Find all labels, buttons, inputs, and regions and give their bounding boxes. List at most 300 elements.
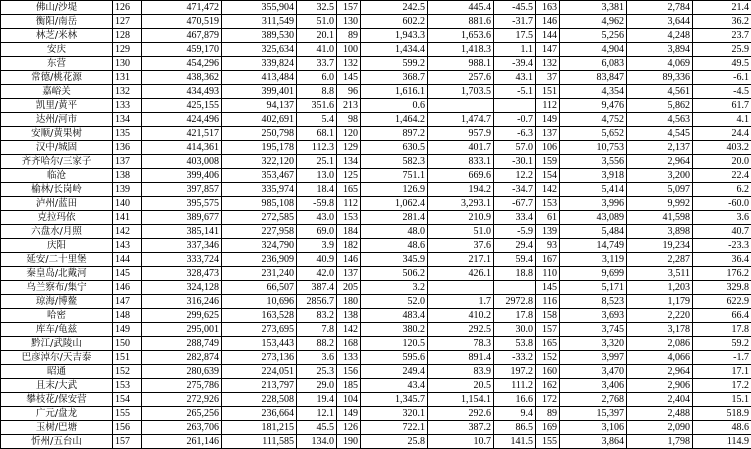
cell-value-3-previous: 2,137: [627, 141, 693, 155]
cell-growth-2-pct: 30.0: [494, 323, 536, 337]
table-row: [1, 351, 751, 365]
cell-value-3-previous: 5,862: [627, 99, 693, 113]
cell-growth-2-pct: -5.9: [494, 225, 536, 239]
cell-value-2-current: 120.5: [361, 337, 428, 351]
cell-value-3-current: 3,320: [560, 337, 627, 351]
cell-value-3-current: 3,106: [560, 421, 627, 435]
cell-growth-3-pct: 6.2: [693, 183, 751, 197]
table-row: [1, 393, 751, 407]
cell-value-3-current: 3,997: [560, 351, 627, 365]
cell-value-2-previous: 410.2: [428, 309, 494, 323]
cell-value-previous: 311,549: [222, 15, 297, 29]
cell-value-current: 454,296: [142, 57, 222, 71]
cell-value-3-previous: 89,336: [627, 71, 693, 85]
cell-value-current: 467,879: [142, 29, 222, 43]
cell-value-current: 385,141: [142, 225, 222, 239]
cell-growth-pct: 51.0: [297, 15, 337, 29]
cell-value-2-current: 126.9: [361, 183, 428, 197]
cell-value-current: 295,001: [142, 323, 222, 337]
cell-rank: 132: [113, 85, 142, 99]
cell-rank-2: 213: [337, 99, 361, 113]
cell-growth-2-pct: 12.2: [494, 169, 536, 183]
cell-value-2-previous: 426.1: [428, 267, 494, 281]
cell-value-3-current: 43,089: [560, 211, 627, 225]
cell-growth-2-pct: -5.1: [494, 85, 536, 99]
cell-value-3-previous: 3,511: [627, 267, 693, 281]
cell-value-3-previous: 3,644: [627, 15, 693, 29]
cell-growth-3-pct: 17.8: [693, 323, 751, 337]
cell-growth-pct: 40.9: [297, 253, 337, 267]
cell-value-current: 434,493: [142, 85, 222, 99]
cell-value-2-previous: 37.6: [428, 239, 494, 253]
table-row: [1, 183, 751, 197]
cell-value-3-previous: 5,097: [627, 183, 693, 197]
cell-rank-2: 156: [337, 365, 361, 379]
cell-value-previous: 324,790: [222, 239, 297, 253]
cell-rank-3: 106: [536, 141, 560, 155]
cell-value-3-previous: 2,964: [627, 155, 693, 169]
cell-value-current: 471,472: [142, 1, 222, 15]
cell-value-2-previous: 669.6: [428, 169, 494, 183]
cell-growth-3-pct: 25.9: [693, 43, 751, 57]
cell-growth-pct: 32.5: [297, 1, 337, 15]
table-row: [1, 127, 751, 141]
cell-rank: 134: [113, 113, 142, 127]
cell-value-previous: 153,443: [222, 337, 297, 351]
cell-rank-3: 37: [536, 71, 560, 85]
cell-growth-2-pct: -33.2: [494, 351, 536, 365]
table-row: [1, 141, 751, 155]
cell-value-current: 328,473: [142, 267, 222, 281]
cell-growth-2-pct: 18.8: [494, 267, 536, 281]
cell-city: 安庆: [1, 43, 113, 57]
cell-value-3-current: 3,556: [560, 155, 627, 169]
table-row: [1, 267, 751, 281]
cell-city: 衡阳/南岳: [1, 15, 113, 29]
cell-city: 佛山/沙堤: [1, 1, 113, 15]
cell-value-previous: 181,215: [222, 421, 297, 435]
cell-growth-pct: 5.4: [297, 113, 337, 127]
cell-value-current: 470,519: [142, 15, 222, 29]
cell-value-3-current: 15,397: [560, 407, 627, 421]
cell-value-2-current: 1,345.7: [361, 393, 428, 407]
cell-value-previous: 985,108: [222, 197, 297, 211]
cell-value-current: 272,926: [142, 393, 222, 407]
cell-rank-2: 180: [337, 295, 361, 309]
cell-growth-3-pct: -6.1: [693, 71, 751, 85]
cell-rank: 143: [113, 239, 142, 253]
table-row: [1, 337, 751, 351]
cell-value-3-current: 14,749: [560, 239, 627, 253]
cell-value-current: 397,857: [142, 183, 222, 197]
cell-growth-pct: 29.0: [297, 379, 337, 393]
cell-rank-2: 205: [337, 281, 361, 295]
cell-value-previous: 231,240: [222, 267, 297, 281]
cell-value-current: 263,706: [142, 421, 222, 435]
cell-rank-3: 132: [536, 57, 560, 71]
cell-value-2-current: 3.2: [361, 281, 428, 295]
cell-growth-2-pct: 33.4: [494, 211, 536, 225]
cell-value-previous: 355,904: [222, 1, 297, 15]
cell-value-previous: 195,178: [222, 141, 297, 155]
cell-rank-3: 146: [536, 15, 560, 29]
cell-value-3-previous: 9,992: [627, 197, 693, 211]
cell-value-3-previous: 2,287: [627, 253, 693, 267]
cell-rank-3: 137: [536, 127, 560, 141]
cell-value-2-previous: 891.4: [428, 351, 494, 365]
cell-city: 玉树/巴塘: [1, 421, 113, 435]
cell-value-3-previous: 1,203: [627, 281, 693, 295]
cell-value-previous: 402,691: [222, 113, 297, 127]
cell-rank-2: 142: [337, 323, 361, 337]
cell-value-2-current: 1,616.1: [361, 85, 428, 99]
cell-value-2-previous: 3,293.1: [428, 197, 494, 211]
cell-rank-2: 190: [337, 435, 361, 449]
cell-value-current: 275,786: [142, 379, 222, 393]
cell-value-2-previous: [428, 99, 494, 113]
cell-value-previous: 66,507: [222, 281, 297, 295]
cell-rank-2: 157: [337, 1, 361, 15]
cell-rank-3: 163: [536, 1, 560, 15]
table-row: [1, 29, 751, 43]
cell-rank-2: 126: [337, 421, 361, 435]
cell-growth-pct: 41.0: [297, 43, 337, 57]
table-row: [1, 365, 751, 379]
cell-growth-pct: 387.4: [297, 281, 337, 295]
cell-value-previous: 272,585: [222, 211, 297, 225]
cell-rank-3: 162: [536, 379, 560, 393]
cell-growth-3-pct: 48.6: [693, 421, 751, 435]
cell-value-3-current: 3,745: [560, 323, 627, 337]
cell-value-2-current: 48.0: [361, 225, 428, 239]
cell-value-2-previous: 1,154.1: [428, 393, 494, 407]
cell-value-previous: 228,508: [222, 393, 297, 407]
cell-value-2-previous: 217.1: [428, 253, 494, 267]
table-row: [1, 99, 751, 113]
cell-rank-2: 104: [337, 393, 361, 407]
cell-value-2-previous: 1,703.5: [428, 85, 494, 99]
cell-growth-2-pct: [494, 99, 536, 113]
cell-growth-2-pct: [494, 281, 536, 295]
cell-growth-2-pct: -6.3: [494, 127, 536, 141]
cell-city: 泸州/蓝田: [1, 197, 113, 211]
cell-growth-pct: 25.1: [297, 155, 337, 169]
cell-value-3-previous: 4,248: [627, 29, 693, 43]
cell-city: 秦皇岛/北戴河: [1, 267, 113, 281]
cell-rank: 128: [113, 29, 142, 43]
cell-growth-pct: 19.4: [297, 393, 337, 407]
cell-rank-3: 158: [536, 309, 560, 323]
cell-value-2-previous: 257.6: [428, 71, 494, 85]
cell-growth-2-pct: 197.2: [494, 365, 536, 379]
cell-value-2-current: 345.9: [361, 253, 428, 267]
cell-value-current: 280,639: [142, 365, 222, 379]
cell-growth-pct: 25.3: [297, 365, 337, 379]
cell-growth-2-pct: 59.4: [494, 253, 536, 267]
cell-growth-3-pct: 40.7: [693, 225, 751, 239]
cell-rank-3: 152: [536, 351, 560, 365]
cell-growth-pct: 43.0: [297, 211, 337, 225]
cell-value-2-previous: 78.3: [428, 337, 494, 351]
cell-value-previous: 163,528: [222, 309, 297, 323]
table-row: [1, 239, 751, 253]
cell-value-2-current: 483.4: [361, 309, 428, 323]
cell-rank-3: 110: [536, 267, 560, 281]
cell-growth-2-pct: 9.4: [494, 407, 536, 421]
cell-rank: 153: [113, 379, 142, 393]
cell-growth-3-pct: 49.5: [693, 57, 751, 71]
cell-value-previous: 322,120: [222, 155, 297, 169]
cell-rank-2: 125: [337, 169, 361, 183]
cell-value-2-previous: 1,653.6: [428, 29, 494, 43]
cell-value-2-current: 506.2: [361, 267, 428, 281]
table-row: [1, 435, 751, 449]
cell-rank: 138: [113, 169, 142, 183]
cell-rank: 148: [113, 309, 142, 323]
cell-value-2-current: 249.4: [361, 365, 428, 379]
cell-value-3-current: 2,768: [560, 393, 627, 407]
cell-value-previous: 325,634: [222, 43, 297, 57]
cell-value-3-previous: 2,090: [627, 421, 693, 435]
cell-growth-3-pct: 17.1: [693, 365, 751, 379]
cell-growth-pct: 2856.7: [297, 295, 337, 309]
cell-growth-pct: 12.1: [297, 407, 337, 421]
cell-growth-3-pct: 114.9: [693, 435, 751, 449]
cell-growth-2-pct: -45.5: [494, 1, 536, 15]
cell-growth-3-pct: 17.2: [693, 379, 751, 393]
cell-value-2-previous: 1,474.7: [428, 113, 494, 127]
cell-value-2-current: 602.2: [361, 15, 428, 29]
cell-growth-pct: 83.2: [297, 309, 337, 323]
cell-value-3-previous: 3,898: [627, 225, 693, 239]
cell-rank-2: 182: [337, 239, 361, 253]
cell-city: 黔江/武陵山: [1, 337, 113, 351]
cell-value-previous: 236,664: [222, 407, 297, 421]
cell-value-current: 333,724: [142, 253, 222, 267]
table-row: [1, 113, 751, 127]
cell-value-current: 389,677: [142, 211, 222, 225]
cell-growth-pct: 42.0: [297, 267, 337, 281]
cell-city: 且末/大武: [1, 379, 113, 393]
cell-value-previous: 335,974: [222, 183, 297, 197]
cell-rank-3: 167: [536, 253, 560, 267]
cell-value-3-current: 3,864: [560, 435, 627, 449]
cell-growth-pct: 45.5: [297, 421, 337, 435]
cell-value-3-current: 3,996: [560, 197, 627, 211]
cell-rank: 146: [113, 281, 142, 295]
cell-rank-3: 61: [536, 211, 560, 225]
table-row: [1, 225, 751, 239]
cell-value-3-current: 5,484: [560, 225, 627, 239]
cell-growth-pct: 18.4: [297, 183, 337, 197]
cell-rank: 149: [113, 323, 142, 337]
cell-city: 广元/盘龙: [1, 407, 113, 421]
cell-rank-3: 93: [536, 239, 560, 253]
cell-value-2-current: 1,464.2: [361, 113, 428, 127]
cell-value-previous: 273,695: [222, 323, 297, 337]
cell-value-current: 261,146: [142, 435, 222, 449]
cell-growth-pct: 88.2: [297, 337, 337, 351]
table-row: [1, 281, 751, 295]
cell-city: 哈密: [1, 309, 113, 323]
cell-value-2-previous: 881.6: [428, 15, 494, 29]
cell-growth-pct: 68.1: [297, 127, 337, 141]
cell-value-previous: 236,909: [222, 253, 297, 267]
cell-city: 六盘水/月照: [1, 225, 113, 239]
cell-growth-2-pct: 17.5: [494, 29, 536, 43]
cell-value-current: 316,246: [142, 295, 222, 309]
cell-value-previous: 213,797: [222, 379, 297, 393]
cell-growth-pct: 6.0: [297, 71, 337, 85]
cell-growth-3-pct: 21.4: [693, 1, 751, 15]
cell-rank-2: 130: [337, 15, 361, 29]
cell-rank: 151: [113, 351, 142, 365]
cell-growth-3-pct: 36.4: [693, 253, 751, 267]
cell-growth-2-pct: 2972.8: [494, 295, 536, 309]
cell-city: 延安/二十里堡: [1, 253, 113, 267]
cell-value-previous: 353,467: [222, 169, 297, 183]
cell-city: 巴彦淖尔/天吉泰: [1, 351, 113, 365]
cell-rank-3: 169: [536, 421, 560, 435]
cell-growth-pct: 3.6: [297, 351, 337, 365]
cell-value-current: 324,128: [142, 281, 222, 295]
cell-value-2-current: 630.5: [361, 141, 428, 155]
cell-value-current: 399,406: [142, 169, 222, 183]
cell-growth-2-pct: -31.7: [494, 15, 536, 29]
cell-rank-3: 149: [536, 113, 560, 127]
cell-rank: 157: [113, 435, 142, 449]
cell-value-2-previous: 210.9: [428, 211, 494, 225]
cell-rank-2: 132: [337, 57, 361, 71]
cell-value-current: 459,170: [142, 43, 222, 57]
cell-value-previous: 111,585: [222, 435, 297, 449]
cell-rank-2: 165: [337, 183, 361, 197]
cell-value-2-previous: 833.1: [428, 155, 494, 169]
cell-value-current: 424,496: [142, 113, 222, 127]
cell-city: 凯里/黄平: [1, 99, 113, 113]
cell-value-current: 425,155: [142, 99, 222, 113]
cell-rank-2: 149: [337, 407, 361, 421]
cell-rank-3: 160: [536, 365, 560, 379]
cell-growth-3-pct: 403.2: [693, 141, 751, 155]
cell-rank-3: 147: [536, 43, 560, 57]
cell-rank-3: 155: [536, 435, 560, 449]
table-body: [1, 1, 751, 449]
table-row: [1, 211, 751, 225]
cell-value-3-current: 3,119: [560, 253, 627, 267]
cell-growth-2-pct: 43.1: [494, 71, 536, 85]
cell-rank: 142: [113, 225, 142, 239]
cell-growth-2-pct: 57.0: [494, 141, 536, 155]
cell-value-current: 395,575: [142, 197, 222, 211]
cell-value-3-previous: 1,179: [627, 295, 693, 309]
cell-rank-3: 154: [536, 169, 560, 183]
cell-growth-2-pct: 86.5: [494, 421, 536, 435]
cell-value-2-previous: 957.9: [428, 127, 494, 141]
cell-value-3-previous: 4,066: [627, 351, 693, 365]
cell-rank-2: 137: [337, 267, 361, 281]
cell-value-3-previous: 2,906: [627, 379, 693, 393]
cell-growth-3-pct: 3.6: [693, 211, 751, 225]
cell-rank: 126: [113, 1, 142, 15]
cell-growth-2-pct: 53.8: [494, 337, 536, 351]
cell-rank: 144: [113, 253, 142, 267]
cell-rank-2: 96: [337, 85, 361, 99]
cell-value-3-current: 3,406: [560, 379, 627, 393]
cell-city: 昭通: [1, 365, 113, 379]
cell-value-2-previous: 445.4: [428, 1, 494, 15]
cell-value-2-current: 242.5: [361, 1, 428, 15]
cell-rank: 152: [113, 365, 142, 379]
cell-value-3-current: 8,523: [560, 295, 627, 309]
cell-city: 琼海/博鳌: [1, 295, 113, 309]
cell-rank: 136: [113, 141, 142, 155]
cell-growth-3-pct: 36.2: [693, 15, 751, 29]
cell-value-previous: 250,798: [222, 127, 297, 141]
cell-value-3-previous: 41,598: [627, 211, 693, 225]
cell-rank-2: 100: [337, 43, 361, 57]
cell-growth-2-pct: 111.2: [494, 379, 536, 393]
cell-value-previous: 339,824: [222, 57, 297, 71]
cell-city: 达州/河市: [1, 113, 113, 127]
cell-value-2-previous: 292.5: [428, 323, 494, 337]
cell-rank-3: 142: [536, 183, 560, 197]
cell-value-2-current: 25.8: [361, 435, 428, 449]
cell-city: 齐齐哈尔/三家子: [1, 155, 113, 169]
table-row: [1, 169, 751, 183]
cell-growth-3-pct: 66.4: [693, 309, 751, 323]
cell-rank: 131: [113, 71, 142, 85]
table-row: [1, 57, 751, 71]
cell-value-2-previous: 292.6: [428, 407, 494, 421]
cell-rank-2: 134: [337, 155, 361, 169]
cell-value-previous: 94,137: [222, 99, 297, 113]
cell-value-3-previous: 1,798: [627, 435, 693, 449]
cell-growth-2-pct: 29.4: [494, 239, 536, 253]
cell-growth-pct: 3.9: [297, 239, 337, 253]
cell-rank-3: 139: [536, 225, 560, 239]
cell-value-current: 414,361: [142, 141, 222, 155]
cell-value-3-current: 5,414: [560, 183, 627, 197]
cell-rank-2: 138: [337, 309, 361, 323]
table-row: [1, 379, 751, 393]
cell-city: 林芝/米林: [1, 29, 113, 43]
cell-value-2-previous: 387.2: [428, 421, 494, 435]
cell-value-2-current: 722.1: [361, 421, 428, 435]
table-row: [1, 71, 751, 85]
cell-value-current: 299,625: [142, 309, 222, 323]
cell-growth-pct: 13.0: [297, 169, 337, 183]
cell-growth-3-pct: -1.7: [693, 351, 751, 365]
cell-growth-3-pct: 61.7: [693, 99, 751, 113]
cell-value-2-current: 897.2: [361, 127, 428, 141]
cell-value-current: 337,346: [142, 239, 222, 253]
cell-rank-3: 165: [536, 337, 560, 351]
cell-city: 攀枝花/保安营: [1, 393, 113, 407]
cell-value-2-previous: 401.7: [428, 141, 494, 155]
cell-rank-2: 168: [337, 337, 361, 351]
cell-value-2-previous: 51.0: [428, 225, 494, 239]
cell-rank: 139: [113, 183, 142, 197]
table-row: [1, 323, 751, 337]
cell-rank-3: 157: [536, 323, 560, 337]
cell-value-3-current: 4,904: [560, 43, 627, 57]
cell-value-2-previous: 1,418.3: [428, 43, 494, 57]
cell-growth-2-pct: -34.7: [494, 183, 536, 197]
cell-growth-pct: 8.8: [297, 85, 337, 99]
cell-value-current: 438,362: [142, 71, 222, 85]
cell-value-2-current: 1,943.3: [361, 29, 428, 43]
